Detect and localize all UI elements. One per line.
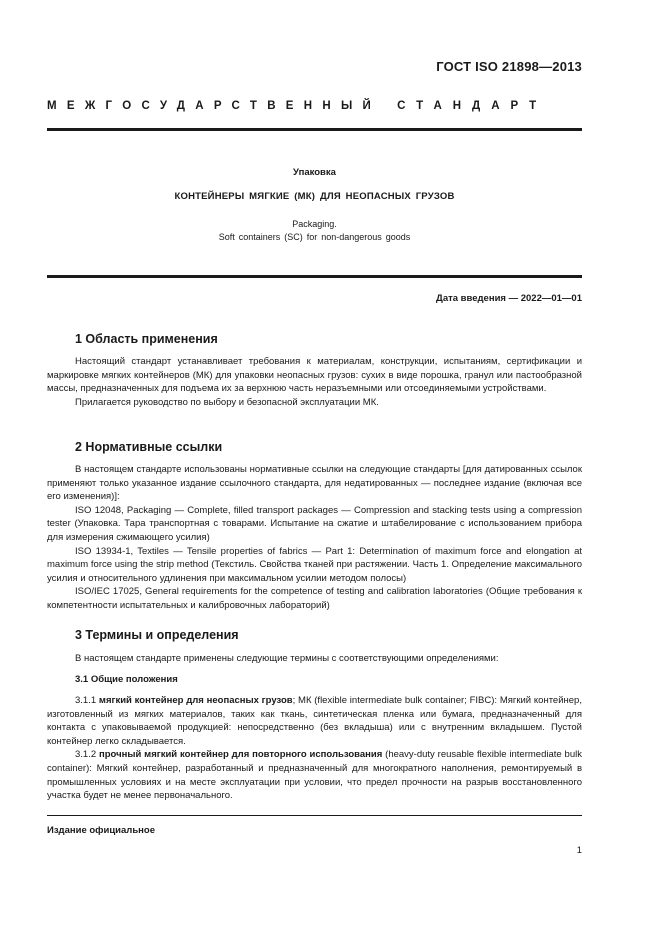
introduction-date: Дата введения — 2022—01—01 bbox=[436, 293, 582, 304]
official-edition-label: Издание официальное bbox=[47, 825, 155, 836]
reference-item: ISO 13934-1, Textiles — Tensile properties of fabrics — Part 1: Determination of maximum force and elongation at maximum force using the strip method (Текстиль. Свойства тканей при растяжении. Часть 1. Определение максимального усилия и относительного удлинения при максимальном усилии методом полосы) bbox=[47, 545, 582, 584]
section-1-body bbox=[47, 355, 582, 409]
standard-word: СТАНДАРТ bbox=[397, 100, 548, 112]
top-divider bbox=[47, 128, 582, 131]
term-name: прочный мягкий контейнер для повторного использования bbox=[99, 749, 383, 761]
footer-divider bbox=[47, 815, 582, 816]
page-number: 1 bbox=[576, 845, 582, 856]
interstate-word: МЕЖГОСУДАРСТВЕННЫЙ bbox=[47, 100, 382, 112]
title-english-line2: Soft containers (SC) for non-dangerous goods bbox=[218, 232, 411, 242]
subsection-3-1-heading: 3.1 Общие положения bbox=[75, 674, 178, 685]
section-1-heading: 1 Область применения bbox=[75, 332, 218, 346]
term-number: 3.1.1 bbox=[75, 695, 99, 706]
definitions-body bbox=[47, 694, 582, 803]
document-title: КОНТЕЙНЕРЫ МЯГКИЕ (МК) ДЛЯ НЕОПАСНЫХ ГРУЗОВ bbox=[174, 191, 455, 202]
standard-number: ГОСТ ISO 21898—2013 bbox=[436, 59, 582, 74]
title-category: Упаковка bbox=[293, 167, 336, 178]
definition-item bbox=[47, 694, 582, 748]
reference-item: ISO 12048, Packaging — Complete, filled transport packages — Compression and stacking tests using a compression tester (Упаковка. Тара транспортная с товарами. Испытание на сжатие и штабелирование с использованием прибора для измерения сжимающего усилия) bbox=[47, 504, 582, 543]
term-definition: (heavy-duty reusable flexible intermediate bulk container): Мягкий контейнер, разработанный и предназначенный для многократного наполнения, ремонтируемый в промышленных условиях и на месте эксплуатации при условии, что предел прочности на разрыв восстановленного участка будет не менее первоначального. bbox=[47, 749, 582, 802]
paragraph: Настоящий стандарт устанавливает требования к материалам, конструкции, испытаниям, сертификации и маркировке мягких контейнеров (МК) для упаковки неопасных грузов: сухих в виде порошка, гранул или пастообразной массы, предназначенных для подъема их за верхнюю часть неразъемными или отсоединяемыми устройствами. bbox=[47, 356, 582, 395]
section-3-intro bbox=[47, 652, 582, 666]
title-english-line1: Packaging. bbox=[292, 219, 337, 229]
interstate-standard-banner bbox=[47, 100, 582, 112]
paragraph: В настоящем стандарте применены следующие термины с соответствующими определениями: bbox=[75, 653, 499, 664]
paragraph: Прилагается руководство по выбору и безопасной эксплуатации МК. bbox=[75, 396, 379, 408]
section-2-body bbox=[47, 463, 582, 613]
definition-item bbox=[47, 748, 582, 802]
reference-item: ISO/IEC 17025, General requirements for the competence of testing and calibration laboratories (Общие требования к компетентности испытательных и калибровочных лабораторий) bbox=[47, 586, 582, 611]
term-number: 3.1.2 bbox=[75, 749, 99, 761]
term-name: мягкий контейнер для неопасных грузов bbox=[98, 695, 293, 706]
title-divider bbox=[47, 275, 582, 278]
section-2-heading: 2 Нормативные ссылки bbox=[75, 440, 223, 454]
paragraph: В настоящем стандарте использованы нормативные ссылки на следующие стандарты [для датированных ссылок применяют только указанное издание ссылочного стандарта, для недатированных — последнее издание (включая все его изменения)]: bbox=[47, 464, 582, 503]
term-definition: ; МК (flexible intermediate bulk container; FIBC): Мягкий контейнер, изготовленный из мягких материалов, таких как ткань, синтетическая пленка или бумага, предназначенный для контакта с упаковываемой продукцией: непосредственно (без вкладыша) или с внутренним вкладышем. Пустой контейнер легко складывается. bbox=[47, 695, 582, 747]
section-3-heading: 3 Термины и определения bbox=[75, 628, 239, 642]
